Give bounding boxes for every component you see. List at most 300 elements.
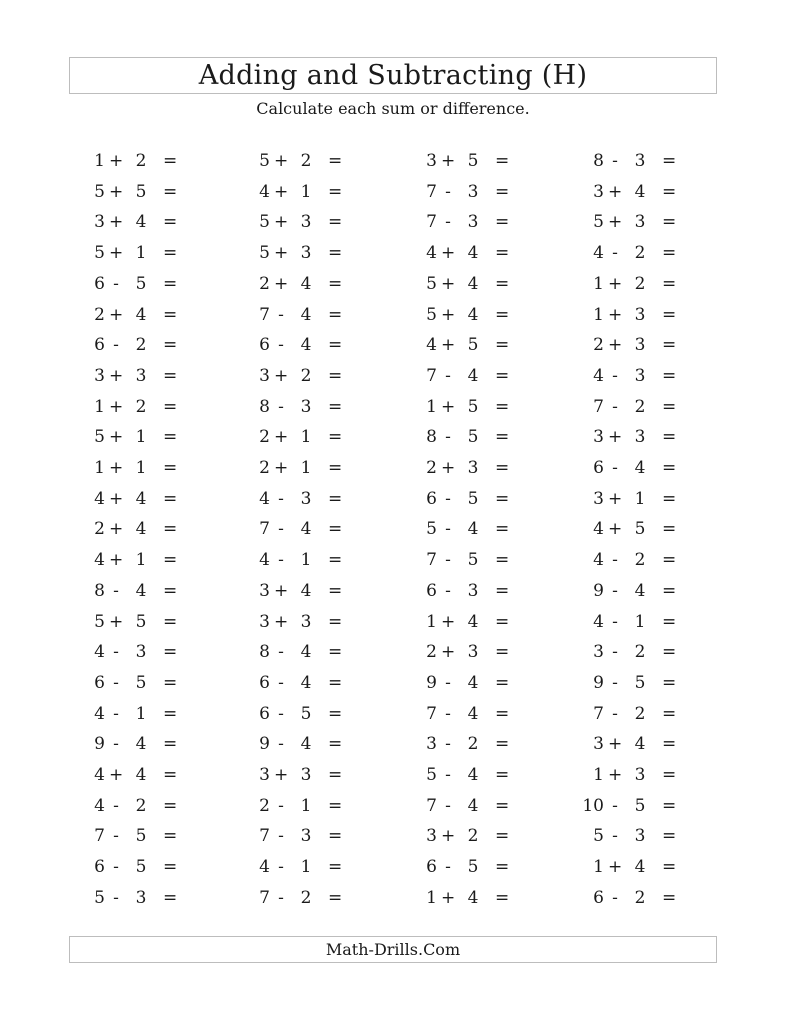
equals-sign: =	[163, 335, 178, 356]
first-operand: 8	[259, 396, 270, 417]
first-operand: 2	[94, 304, 105, 325]
problem-row	[0, 760, 791, 791]
equals-sign: =	[495, 212, 510, 233]
operator: -	[113, 642, 119, 663]
operator: -	[278, 642, 284, 663]
second-operand: 3	[467, 642, 479, 663]
second-operand: 1	[634, 611, 646, 632]
first-operand: 5	[426, 304, 437, 325]
equals-sign: =	[495, 734, 510, 755]
equals-sign: =	[163, 427, 178, 448]
first-operand: 4	[593, 611, 604, 632]
footer-text: Math-Drills.Com	[325, 940, 461, 959]
second-operand: 5	[135, 611, 147, 632]
first-operand: 6	[593, 887, 604, 908]
equals-sign: =	[328, 304, 343, 325]
second-operand: 3	[300, 396, 312, 417]
operator: -	[278, 488, 284, 509]
equals-sign: =	[495, 304, 510, 325]
first-operand: 2	[259, 273, 270, 294]
first-operand: 6	[94, 335, 105, 356]
first-operand: 4	[593, 550, 604, 571]
operator: -	[612, 611, 618, 632]
second-operand: 5	[467, 488, 479, 509]
first-operand: 7	[426, 181, 437, 202]
equals-sign: =	[662, 887, 677, 908]
second-operand: 3	[300, 765, 312, 785]
second-operand: 3	[634, 151, 646, 171]
first-operand: 7	[426, 212, 437, 233]
second-operand: 3	[135, 887, 147, 908]
first-operand: 3	[426, 151, 437, 171]
first-operand: 4	[94, 765, 105, 785]
operator: -	[278, 734, 284, 755]
operator: -	[612, 580, 618, 601]
equals-sign: =	[328, 795, 343, 816]
first-operand: 6	[426, 857, 437, 878]
equals-sign: =	[163, 765, 178, 785]
equals-sign: =	[163, 642, 178, 663]
second-operand: 3	[135, 642, 147, 663]
second-operand: 3	[467, 458, 479, 478]
problem-row	[0, 821, 791, 852]
second-operand: 2	[634, 550, 646, 571]
problem-row	[0, 576, 791, 607]
operator: -	[113, 580, 119, 601]
second-operand: 2	[467, 826, 479, 847]
operator: -	[113, 826, 119, 847]
second-operand: 1	[300, 857, 312, 878]
first-operand: 1	[94, 396, 105, 417]
second-operand: 4	[300, 672, 312, 693]
equals-sign: =	[495, 580, 510, 601]
operator: -	[113, 703, 119, 724]
second-operand: 4	[135, 488, 147, 509]
first-operand: 3	[259, 765, 270, 785]
second-operand: 3	[135, 365, 147, 386]
first-operand: 6	[94, 273, 105, 294]
first-operand: 7	[259, 887, 270, 908]
equals-sign: =	[163, 151, 178, 171]
operator: +	[608, 765, 623, 785]
operator: +	[109, 396, 124, 417]
second-operand: 3	[300, 826, 312, 847]
first-operand: 4	[426, 335, 437, 356]
equals-sign: =	[495, 550, 510, 571]
equals-sign: =	[662, 212, 677, 233]
first-operand: 9	[259, 734, 270, 755]
first-operand: 6	[426, 580, 437, 601]
second-operand: 2	[135, 335, 147, 356]
first-operand: 5	[593, 212, 604, 233]
second-operand: 4	[467, 672, 479, 693]
second-operand: 1	[300, 795, 312, 816]
operator: -	[445, 703, 451, 724]
operator: +	[441, 642, 456, 663]
second-operand: 3	[634, 365, 646, 386]
first-operand: 7	[593, 703, 604, 724]
second-operand: 2	[300, 887, 312, 908]
first-operand: 2	[259, 427, 270, 448]
equals-sign: =	[495, 335, 510, 356]
operator: -	[612, 672, 618, 693]
first-operand: 3	[593, 642, 604, 663]
second-operand: 1	[300, 458, 312, 478]
second-operand: 4	[467, 243, 479, 264]
second-operand: 1	[300, 181, 312, 202]
first-operand: 7	[593, 396, 604, 417]
second-operand: 4	[135, 519, 147, 540]
equals-sign: =	[328, 396, 343, 417]
second-operand: 2	[634, 273, 646, 294]
second-operand: 4	[467, 365, 479, 386]
operator: -	[445, 519, 451, 540]
first-operand: 2	[426, 642, 437, 663]
equals-sign: =	[163, 672, 178, 693]
second-operand: 4	[634, 857, 646, 878]
equals-sign: =	[328, 734, 343, 755]
operator: -	[612, 887, 618, 908]
first-operand: 7	[259, 304, 270, 325]
second-operand: 1	[135, 427, 147, 448]
equals-sign: =	[495, 826, 510, 847]
problem-row	[0, 146, 791, 177]
operator: -	[445, 488, 451, 509]
first-operand: 4	[259, 857, 270, 878]
operator: +	[441, 887, 456, 908]
equals-sign: =	[163, 580, 178, 601]
first-operand: 9	[593, 672, 604, 693]
operator: +	[274, 765, 289, 785]
equals-sign: =	[662, 703, 677, 724]
equals-sign: =	[163, 365, 178, 386]
second-operand: 4	[300, 304, 312, 325]
operator: -	[445, 580, 451, 601]
operator: +	[109, 611, 124, 632]
operator: -	[612, 151, 618, 171]
operator: +	[441, 826, 456, 847]
equals-sign: =	[495, 519, 510, 540]
operator: -	[445, 365, 451, 386]
first-operand: 3	[94, 212, 105, 233]
second-operand: 4	[467, 611, 479, 632]
first-operand: 1	[426, 396, 437, 417]
first-operand: 3	[259, 365, 270, 386]
instructions: Calculate each sum or difference.	[256, 99, 530, 118]
problem-row	[0, 514, 791, 545]
second-operand: 4	[300, 519, 312, 540]
equals-sign: =	[328, 672, 343, 693]
equals-sign: =	[495, 765, 510, 785]
equals-sign: =	[328, 642, 343, 663]
first-operand: 3	[593, 734, 604, 755]
first-operand: 1	[593, 273, 604, 294]
operator: +	[608, 212, 623, 233]
equals-sign: =	[662, 365, 677, 386]
equals-sign: =	[328, 857, 343, 878]
first-operand: 1	[593, 765, 604, 785]
second-operand: 3	[467, 212, 479, 233]
second-operand: 3	[634, 826, 646, 847]
operator: -	[445, 672, 451, 693]
first-operand: 7	[426, 365, 437, 386]
first-operand: 3	[259, 611, 270, 632]
equals-sign: =	[495, 887, 510, 908]
operator: +	[608, 304, 623, 325]
second-operand: 5	[467, 151, 479, 171]
problem-row	[0, 545, 791, 576]
operator: +	[608, 181, 623, 202]
equals-sign: =	[328, 273, 343, 294]
first-operand: 1	[426, 611, 437, 632]
equals-sign: =	[328, 703, 343, 724]
first-operand: 7	[94, 826, 105, 847]
first-operand: 8	[426, 427, 437, 448]
second-operand: 4	[467, 304, 479, 325]
equals-sign: =	[328, 365, 343, 386]
equals-sign: =	[662, 550, 677, 571]
second-operand: 2	[467, 734, 479, 755]
second-operand: 4	[467, 703, 479, 724]
operator: +	[441, 304, 456, 325]
equals-sign: =	[495, 795, 510, 816]
equals-sign: =	[662, 243, 677, 264]
second-operand: 3	[467, 580, 479, 601]
first-operand: 2	[426, 458, 437, 478]
operator: +	[274, 365, 289, 386]
first-operand: 3	[426, 734, 437, 755]
first-operand: 6	[426, 488, 437, 509]
first-operand: 5	[259, 212, 270, 233]
second-operand: 1	[135, 458, 147, 478]
equals-sign: =	[495, 642, 510, 663]
second-operand: 1	[634, 488, 646, 509]
equals-sign: =	[662, 458, 677, 478]
operator: +	[608, 273, 623, 294]
equals-sign: =	[662, 795, 677, 816]
equals-sign: =	[662, 396, 677, 417]
operator: +	[441, 335, 456, 356]
first-operand: 5	[94, 427, 105, 448]
first-operand: 6	[593, 458, 604, 478]
operator: +	[608, 734, 623, 755]
operator: -	[113, 857, 119, 878]
operator: +	[274, 243, 289, 264]
problem-row	[0, 300, 791, 331]
first-operand: 3	[593, 427, 604, 448]
problem-row	[0, 484, 791, 515]
equals-sign: =	[328, 181, 343, 202]
first-operand: 6	[259, 672, 270, 693]
first-operand: 5	[259, 243, 270, 264]
equals-sign: =	[328, 580, 343, 601]
operator: -	[445, 550, 451, 571]
first-operand: 3	[593, 181, 604, 202]
first-operand: 4	[426, 243, 437, 264]
first-operand: 3	[94, 365, 105, 386]
second-operand: 5	[135, 273, 147, 294]
second-operand: 5	[135, 857, 147, 878]
first-operand: 7	[426, 703, 437, 724]
second-operand: 1	[300, 427, 312, 448]
first-operand: 5	[426, 273, 437, 294]
equals-sign: =	[328, 550, 343, 571]
second-operand: 3	[300, 488, 312, 509]
first-operand: 4	[94, 642, 105, 663]
second-operand: 4	[135, 580, 147, 601]
operator: +	[109, 458, 124, 478]
equals-sign: =	[328, 458, 343, 478]
second-operand: 5	[467, 335, 479, 356]
equals-sign: =	[163, 519, 178, 540]
operator: +	[274, 151, 289, 171]
operator: -	[278, 550, 284, 571]
second-operand: 5	[467, 857, 479, 878]
first-operand: 8	[593, 151, 604, 171]
first-operand: 5	[593, 826, 604, 847]
first-operand: 9	[94, 734, 105, 755]
equals-sign: =	[495, 857, 510, 878]
problem-row	[0, 668, 791, 699]
equals-sign: =	[328, 427, 343, 448]
second-operand: 4	[634, 181, 646, 202]
first-operand: 4	[259, 488, 270, 509]
problem-row	[0, 852, 791, 883]
operator: +	[441, 151, 456, 171]
operator: +	[441, 458, 456, 478]
operator: -	[113, 335, 119, 356]
first-operand: 2	[259, 458, 270, 478]
equals-sign: =	[163, 181, 178, 202]
second-operand: 4	[300, 335, 312, 356]
second-operand: 2	[634, 703, 646, 724]
operator: -	[278, 304, 284, 325]
equals-sign: =	[163, 243, 178, 264]
operator: -	[278, 335, 284, 356]
equals-sign: =	[163, 734, 178, 755]
first-operand: 9	[593, 580, 604, 601]
equals-sign: =	[163, 887, 178, 908]
operator: -	[612, 243, 618, 264]
equals-sign: =	[495, 243, 510, 264]
equals-sign: =	[662, 672, 677, 693]
second-operand: 4	[467, 887, 479, 908]
equals-sign: =	[495, 181, 510, 202]
first-operand: 6	[259, 703, 270, 724]
operator: +	[441, 611, 456, 632]
first-operand: 1	[94, 151, 105, 171]
equals-sign: =	[495, 611, 510, 632]
operator: +	[608, 519, 623, 540]
second-operand: 4	[135, 304, 147, 325]
second-operand: 4	[467, 273, 479, 294]
operator: +	[109, 427, 124, 448]
operator: +	[441, 396, 456, 417]
second-operand: 3	[634, 212, 646, 233]
operator: -	[612, 642, 618, 663]
second-operand: 3	[634, 765, 646, 785]
equals-sign: =	[662, 857, 677, 878]
second-operand: 5	[634, 795, 646, 816]
operator: -	[445, 765, 451, 785]
problem-row	[0, 422, 791, 453]
equals-sign: =	[328, 212, 343, 233]
operator: +	[441, 273, 456, 294]
second-operand: 5	[135, 672, 147, 693]
operator: -	[612, 703, 618, 724]
second-operand: 4	[135, 765, 147, 785]
footer-box	[69, 936, 717, 963]
problem-row	[0, 699, 791, 730]
operator: +	[608, 488, 623, 509]
first-operand: 7	[426, 795, 437, 816]
second-operand: 5	[135, 181, 147, 202]
first-operand: 4	[259, 181, 270, 202]
equals-sign: =	[328, 826, 343, 847]
first-operand: 1	[94, 458, 105, 478]
equals-sign: =	[662, 826, 677, 847]
problem-row	[0, 607, 791, 638]
first-operand: 5	[94, 611, 105, 632]
first-operand: 6	[94, 672, 105, 693]
operator: +	[274, 580, 289, 601]
first-operand: 2	[593, 335, 604, 356]
first-operand: 10	[582, 795, 604, 816]
second-operand: 4	[467, 519, 479, 540]
second-operand: 5	[634, 672, 646, 693]
operator: +	[274, 427, 289, 448]
first-operand: 6	[259, 335, 270, 356]
equals-sign: =	[662, 304, 677, 325]
second-operand: 4	[135, 212, 147, 233]
second-operand: 5	[467, 427, 479, 448]
second-operand: 3	[634, 427, 646, 448]
first-operand: 3	[593, 488, 604, 509]
first-operand: 1	[593, 857, 604, 878]
equals-sign: =	[328, 488, 343, 509]
second-operand: 2	[634, 396, 646, 417]
equals-sign: =	[495, 703, 510, 724]
problem-row	[0, 269, 791, 300]
first-operand: 5	[426, 765, 437, 785]
operator: +	[109, 181, 124, 202]
operator: -	[445, 857, 451, 878]
operator: +	[109, 550, 124, 571]
equals-sign: =	[328, 151, 343, 171]
equals-sign: =	[163, 550, 178, 571]
operator: -	[278, 826, 284, 847]
first-operand: 8	[259, 642, 270, 663]
second-operand: 5	[467, 550, 479, 571]
first-operand: 4	[593, 365, 604, 386]
second-operand: 2	[634, 642, 646, 663]
first-operand: 5	[94, 181, 105, 202]
equals-sign: =	[328, 519, 343, 540]
equals-sign: =	[163, 273, 178, 294]
first-operand: 9	[426, 672, 437, 693]
equals-sign: =	[328, 887, 343, 908]
equals-sign: =	[662, 273, 677, 294]
first-operand: 7	[259, 519, 270, 540]
operator: -	[113, 273, 119, 294]
equals-sign: =	[328, 243, 343, 264]
second-operand: 4	[634, 734, 646, 755]
second-operand: 4	[300, 580, 312, 601]
worksheet-title: Adding and Subtracting (H)	[198, 60, 588, 91]
equals-sign: =	[662, 734, 677, 755]
equals-sign: =	[328, 611, 343, 632]
second-operand: 3	[634, 335, 646, 356]
